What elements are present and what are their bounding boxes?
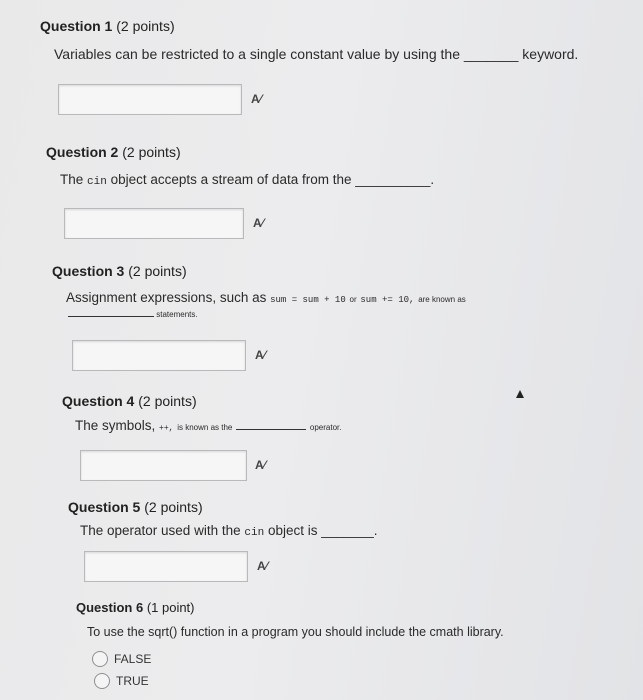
spellcheck-icon[interactable]: A⁄ xyxy=(251,92,262,106)
spellcheck-icon[interactable]: A⁄ xyxy=(255,348,266,362)
question-5-answer-input[interactable] xyxy=(84,551,248,582)
question-3-blank xyxy=(68,316,154,317)
question-4-answer-input[interactable] xyxy=(80,450,247,481)
option-false[interactable] xyxy=(92,651,151,667)
question-2-text: The cin object accepts a stream of data from the __________. xyxy=(60,172,435,188)
question-1-title: Question 1 (2 points) xyxy=(40,18,175,34)
radio-circle-icon[interactable] xyxy=(94,673,110,689)
question-3-answer-input[interactable] xyxy=(72,340,246,371)
mouse-cursor-icon xyxy=(516,390,524,398)
question-1-blank: _______ xyxy=(463,46,519,62)
spellcheck-icon[interactable]: A⁄ xyxy=(257,559,268,573)
question-4-title: Question 4 (2 points) xyxy=(62,393,197,409)
question-6-text: To use the sqrt() function in a program you should include the cmath library. xyxy=(87,625,504,639)
question-6-title: Question 6 (1 point) xyxy=(76,600,195,615)
question-1-text: Variables can be restricted to a single constant value by using the _______ keyword. xyxy=(54,46,579,62)
radio-circle-icon[interactable] xyxy=(92,651,108,667)
question-5-blank: _______. xyxy=(321,523,378,538)
spellcheck-icon[interactable]: A⁄ xyxy=(253,216,264,230)
question-5-title: Question 5 (2 points) xyxy=(68,499,203,515)
option-true[interactable] xyxy=(94,673,149,689)
question-2-title: Question 2 (2 points) xyxy=(46,144,181,160)
question-4-blank xyxy=(236,429,306,430)
question-2-blank: __________. xyxy=(355,172,435,187)
question-3-text: Assignment expressions, such as sum = sum + 10 or sum += 10, are known as xyxy=(66,290,466,305)
question-1-answer-input[interactable] xyxy=(58,84,242,115)
option-false-label: FALSE xyxy=(114,652,152,666)
question-5-text: The operator used with the cin object is _______. xyxy=(80,523,378,539)
question-2-answer-input[interactable] xyxy=(64,208,244,239)
question-4-text: The symbols, ++, is known as the operator. xyxy=(75,418,342,433)
spellcheck-icon[interactable]: A⁄ xyxy=(255,458,266,472)
question-3-line2: statements. xyxy=(68,310,198,319)
question-3-title: Question 3 (2 points) xyxy=(52,263,187,279)
option-true-label: TRUE xyxy=(116,674,149,688)
